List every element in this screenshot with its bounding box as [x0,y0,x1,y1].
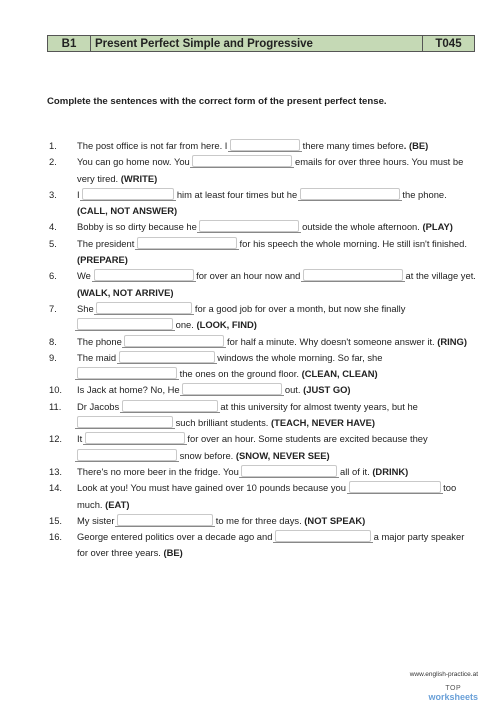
worksheet-header [47,35,475,52]
verb-hint: (EAT) [105,498,130,510]
answer-blank[interactable] [122,400,218,412]
verb-hint: (CLEAN, CLEAN) [301,368,378,380]
sentence-fragment: I [77,188,83,200]
verb-hint: (BE) [163,547,183,559]
footer-url: www.english-practice.at [409,671,478,678]
answer-blank[interactable] [303,269,403,281]
sentence-fragment: Is Jack at home? No, He [77,384,183,396]
answer-blank[interactable] [82,188,174,200]
sentence-fragment: the phone. [399,188,447,200]
verb-hint: (PREPARE) [77,254,128,266]
item-number: 9. [49,351,57,363]
answer-blank[interactable] [137,237,237,249]
logo-main-text: worksheets [428,692,478,702]
title-cell: Present Perfect Simple and Progressive [91,36,423,51]
answer-blank[interactable] [96,302,192,314]
item-number: 1. [49,140,57,151]
verb-hint: (RING) [437,335,467,347]
item-text [77,480,477,513]
exercise-item [49,138,477,154]
answer-blank[interactable] [124,335,224,347]
answer-blank[interactable] [77,318,173,330]
item-text [77,187,477,220]
item-number: 10. [49,384,63,396]
verb-hint: (PLAY) [422,221,453,233]
verb-hint: (WALK, NOT ARRIVE) [77,286,174,298]
sentence-fragment: The maid [77,351,119,363]
item-text [77,529,477,562]
sentence-fragment: The phone [77,335,125,347]
sentence-fragment: at the village yet. [402,270,476,282]
sentence-fragment: for half a minute. Why doesn't someone answer it. [224,335,438,347]
exercise-item [49,236,477,269]
exercise-item [49,480,477,513]
item-number: 4. [49,221,57,233]
exercise-item [49,187,477,220]
exercise-item [49,464,477,480]
exercise-item [49,529,477,562]
item-number: 8. [49,335,57,347]
answer-blank[interactable] [230,139,300,151]
item-number: 15. [49,514,63,526]
answer-blank[interactable] [349,481,441,493]
item-number: 6. [49,270,57,282]
sentence-fragment: The post office is not far from here. I [77,140,231,151]
exercise-list [49,138,477,562]
item-number: 11. [49,400,62,412]
answer-blank[interactable] [275,530,371,542]
item-text [77,399,477,432]
answer-blank[interactable] [199,220,299,232]
item-text [77,431,477,464]
verb-hint: (DRINK) [372,465,409,477]
sentence-fragment: too much. [77,482,457,510]
item-text [77,268,477,301]
verb-hint: (JUST GO) [303,384,351,396]
sentence-fragment: for over an hour. Some students are excited because they [184,433,428,445]
answer-blank[interactable] [241,465,337,477]
sentence-fragment: windows the whole morning. So far, she [214,351,383,363]
exercise-item [49,382,477,398]
sentence-fragment: snow before. [177,449,236,461]
verb-hint: (CALL, NOT ANSWER) [77,205,178,217]
exercise-item [49,350,477,383]
sentence-fragment: such brilliant students. [173,417,271,429]
item-number: 13. [49,465,63,477]
sentence-fragment: The president [77,237,137,249]
item-text [77,138,477,154]
item-number: 14. [49,482,63,494]
code-cell: T045 [435,37,462,50]
exercise-item [49,399,477,432]
exercise-item [49,301,477,334]
logo-top-text: TOP [445,685,462,692]
sentence-fragment: for his speech the whole morning. He still isn't finished. [236,237,467,249]
item-text [77,301,477,334]
verb-hint: (NOT SPEAK) [304,514,366,526]
item-text [77,236,477,269]
level-cell: B1 [48,36,91,51]
sentence-fragment: There's no more beer in the fridge. You [77,465,242,477]
verb-hint: (WRITE) [120,172,158,184]
exercise-item [49,219,477,235]
verb-hint: (LOOK, FIND) [196,319,257,331]
answer-blank[interactable] [192,155,292,167]
exercise-item [49,513,477,529]
item-number: 16. [49,531,63,543]
sentence-fragment: She [77,302,97,314]
answer-blank[interactable] [94,269,194,281]
item-text [77,382,477,398]
instructions: Complete the sentences with the correct form of the present perfect tense. [47,96,387,107]
answer-blank[interactable] [85,432,185,444]
answer-blank[interactable] [182,383,282,395]
sentence-fragment: We [77,270,94,282]
sentence-fragment: for over an hour now and [193,270,303,282]
item-text [77,334,477,350]
answer-blank[interactable] [300,188,400,200]
item-number: 3. [49,188,57,200]
sentence-fragment: one. [173,319,197,331]
sentence-fragment: It [77,433,85,445]
sentence-fragment: emails for over three hours. You must be very tired. [77,156,464,184]
verb-hint: . (BE) [403,140,429,151]
item-text [77,154,477,187]
sentence-fragment: outside the whole afternoon. [299,221,423,233]
sentence-fragment: My sister [77,514,118,526]
answer-blank[interactable] [77,416,173,428]
sentence-fragment: at this university for almost twenty years, but he [217,400,418,412]
sentence-fragment: there many times before [300,140,404,151]
sentence-fragment: all of it. [337,465,373,477]
sentence-fragment: Dr Jacobs [77,400,122,412]
item-text [77,350,477,383]
sentence-fragment: Bobby is so dirty because he [77,221,200,233]
item-text [77,513,477,529]
sentence-fragment: out. [282,384,304,396]
verb-hint: (TEACH, NEVER HAVE) [270,417,375,429]
answer-blank[interactable] [77,449,177,461]
sentence-fragment: George entered politics over a decade ago and [77,531,276,543]
verb-hint: (SNOW, NEVER SEE) [235,449,330,461]
sentence-fragment: You can go home now. You [77,156,193,168]
sentence-fragment: for a good job for over a month, but now she finally [192,302,406,314]
topworksheets-logo [428,685,478,701]
exercise-item [49,268,477,301]
sentence-fragment: him at least four times but he [174,188,300,200]
exercise-item [49,431,477,464]
sentence-fragment: a major party speaker for over three years. [77,531,465,559]
item-number: 12. [49,433,63,445]
answer-blank[interactable] [117,514,213,526]
item-text [77,219,477,235]
sentence-fragment: the ones on the ground floor. [177,368,302,380]
item-text [77,464,477,480]
item-number: 5. [49,237,57,249]
exercise-item [49,154,477,187]
answer-blank[interactable] [119,351,215,363]
item-number: 7. [49,302,57,314]
exercise-item [49,334,477,350]
sentence-fragment: to me for three days. [213,514,305,526]
sentence-fragment: Look at you! You must have gained over 10 pounds because you [77,482,349,494]
item-number: 2. [49,156,57,168]
answer-blank[interactable] [77,367,177,379]
